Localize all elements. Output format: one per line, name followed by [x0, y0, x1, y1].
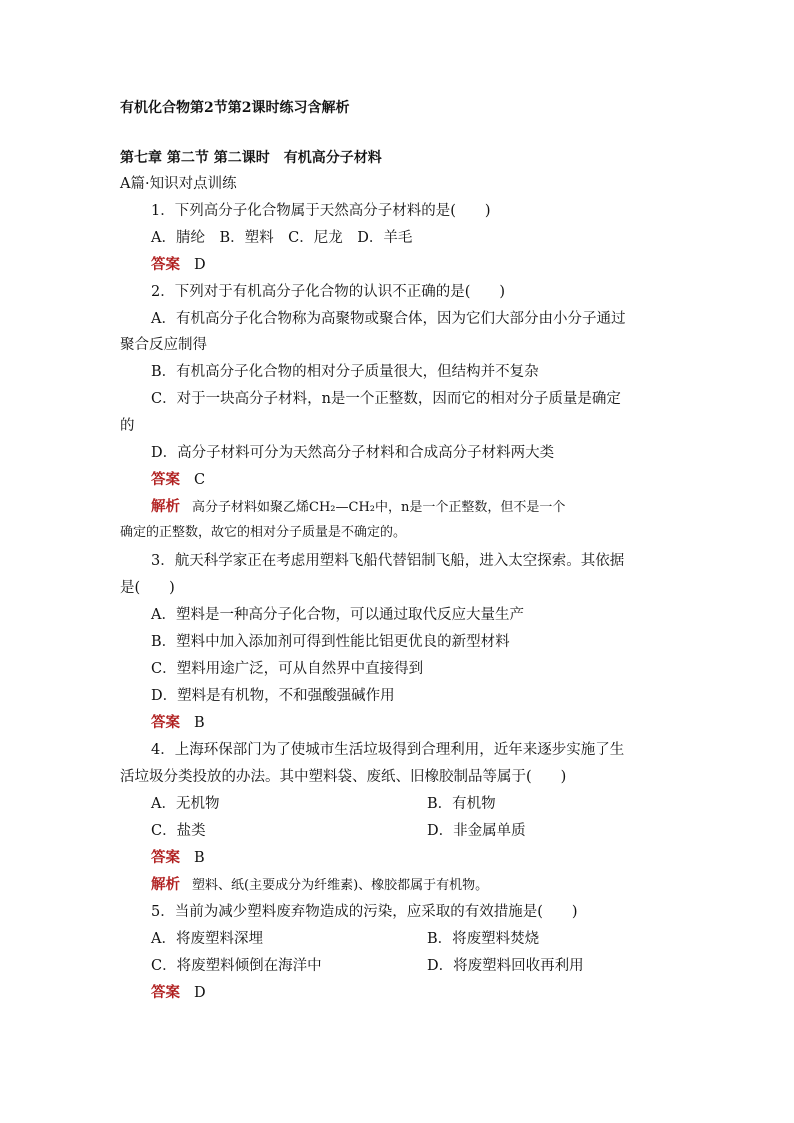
question-5-option-c: C．将废塑料倾倒在海洋中 — [151, 958, 322, 974]
answer-value: B — [194, 715, 205, 731]
answer-value: D — [194, 257, 206, 273]
question-2-option-a-line1: A．有机高分子化合物称为高聚物或聚合体，因为它们大部分由小分子通过 — [151, 311, 626, 327]
question-5-option-d: D．将废塑料回收再利用 — [427, 958, 584, 974]
question-3-option-a: A．塑料是一种高分子化合物，可以通过取代反应大量生产 — [151, 607, 524, 623]
question-4-stem-line1: 4．上海环保部门为了使城市生活垃圾得到合理利用，近年来逐步实施了生 — [151, 742, 625, 758]
section-heading: A篇·知识对点训练 — [120, 176, 237, 192]
question-5-answer — [151, 980, 206, 1006]
question-2-analysis-line2: 确定的正整数，故它的相对分子质量是不确定的。 — [120, 525, 407, 540]
question-5-option-a: A．将废塑料深埋 — [151, 931, 263, 947]
question-4-stem-line2: 活垃圾分类投放的办法。其中塑料袋、废纸、旧橡胶制品等属于( ) — [120, 769, 567, 785]
question-2-option-b: B．有机高分子化合物的相对分子质量很大，但结构并不复杂 — [151, 364, 539, 380]
document-title: 有机化合物第2节第2课时练习含解析 — [120, 100, 350, 116]
question-3-option-b: B．塑料中加入添加剂可得到性能比铝更优良的新型材料 — [151, 634, 510, 650]
question-1-stem: 1．下列高分子化合物属于天然高分子材料的是( ) — [151, 203, 491, 219]
question-2-option-a-line2: 聚合反应制得 — [120, 337, 207, 353]
answer-label: 答案 — [151, 471, 180, 488]
question-3-option-d: D．塑料是有机物，不和强酸强碱作用 — [151, 688, 395, 704]
question-2-stem: 2．下列对于有机高分子化合物的认识不正确的是( ) — [151, 284, 506, 300]
analysis-label: 解析 — [151, 876, 180, 893]
question-2-analysis-line1 — [151, 494, 565, 521]
question-2-option-c-line1: C．对于一块高分子材料，n是一个正整数，因而它的相对分子质量是确定 — [151, 391, 621, 407]
question-5-option-b: B．将废塑料焚烧 — [427, 931, 540, 947]
question-4-option-b: B．有机物 — [427, 796, 496, 812]
question-2-option-d: D．高分子材料可分为天然高分子材料和合成高分子材料两大类 — [151, 445, 555, 461]
answer-label: 答案 — [151, 256, 180, 273]
answer-label: 答案 — [151, 984, 180, 1001]
answer-value: B — [194, 850, 205, 866]
analysis-text: 高分子材料如聚乙烯CH₂—CH₂中，n是一个正整数，但不是一个 — [192, 500, 566, 515]
analysis-text: 塑料、纸(主要成分为纤维素)、橡胶都属于有机物。 — [192, 878, 489, 893]
question-3-answer — [151, 710, 205, 736]
question-3-option-c: C．塑料用途广泛，可从自然界中直接得到 — [151, 661, 424, 677]
question-1-answer — [151, 252, 206, 278]
question-4-option-c: C．盐类 — [151, 823, 206, 839]
question-4-answer — [151, 845, 205, 871]
chapter-title: 第七章 第二节 第二课时 有机高分子材料 — [120, 150, 382, 166]
question-2-option-c-line2: 的 — [120, 418, 135, 434]
answer-label: 答案 — [151, 714, 180, 731]
question-2-answer — [151, 467, 205, 493]
question-5-stem: 5．当前为减少塑料废弃物造成的污染，应采取的有效措施是( ) — [151, 904, 578, 920]
question-4-analysis — [151, 872, 488, 899]
question-4-option-d: D．非金属单质 — [427, 823, 526, 839]
question-4-option-a: A．无机物 — [151, 796, 220, 812]
answer-label: 答案 — [151, 849, 180, 866]
analysis-label: 解析 — [151, 498, 180, 515]
question-3-stem-line2: 是( ) — [120, 580, 175, 596]
answer-value: C — [194, 472, 206, 488]
question-1-options: A．腈纶 B．塑料 C．尼龙 D．羊毛 — [151, 230, 413, 246]
answer-value: D — [194, 985, 206, 1001]
question-3-stem-line1: 3．航天科学家正在考虑用塑料飞船代替铝制飞船，进入太空探索。其依据 — [151, 553, 625, 569]
